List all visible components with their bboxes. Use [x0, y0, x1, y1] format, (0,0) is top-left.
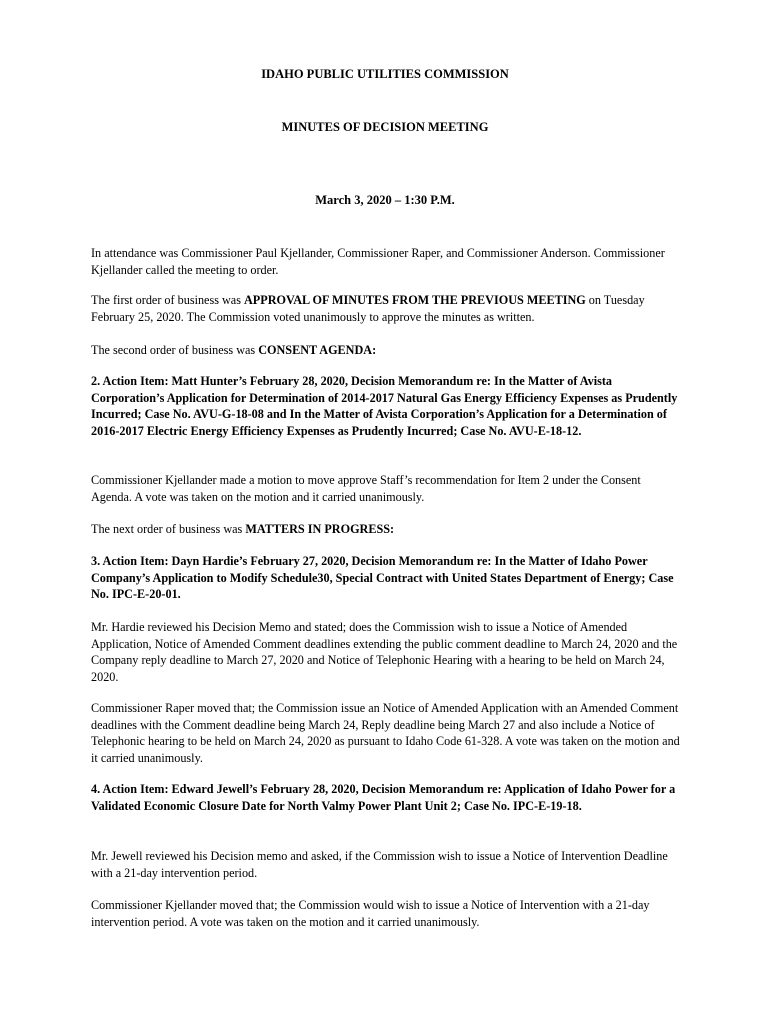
second-order-topic: CONSENT AGENDA:: [258, 343, 377, 357]
item-3-review: Mr. Hardie reviewed his Decision Memo and stated; does the Commission wish to issue a Notice of Amended Application, Notice of Amended Comment deadlines extending the public comment deadline to March 24, 2020 and the Company reply deadline to March 27, 2020 and Notice of Telephonic Hearing with a hearing to be held on March 24, 2020.: [91, 620, 678, 684]
first-order-topic: APPROVAL OF MINUTES FROM THE PREVIOUS MEETING: [244, 293, 586, 307]
meeting-date: March 3, 2020 – 1:30 P.M.: [315, 193, 455, 207]
first-order-paragraph: [91, 292, 681, 325]
attendance-paragraph: In attendance was Commissioner Paul Kjellander, Commissioner Raper, and Commissioner Anderson. Commissioner Kjellander called the meeting to order.: [91, 246, 665, 277]
next-order-topic: MATTERS IN PROGRESS:: [245, 522, 395, 536]
item-4-title: 4. Action Item: Edward Jewell’s February 28, 2020, Decision Memorandum re: Application of Idaho Power for a Validated Economic Closure Date for North Valmy Power Plant Unit 2; Case No. IPC-E-19-18.: [91, 782, 676, 813]
item-2-motion: Commissioner Kjellander made a motion to move approve Staff’s recommendation for Item 2 under the Consent Agenda. A vote was taken on the motion and it carried unanimously.: [91, 473, 641, 504]
item-4-motion: Commissioner Kjellander moved that; the Commission would wish to issue a Notice of Intervention with a 21-day intervention period. A vote was taken on the motion and it carried unanimously.: [91, 898, 650, 929]
next-order-paragraph: [91, 521, 681, 538]
item-3-title: 3. Action Item: Dayn Hardie’s February 27, 2020, Decision Memorandum re: In the Matter of Idaho Power Company’s Application to Modify Schedule30, Special Contract with United States Department of Energy; Case No. IPC-E-20-01.: [91, 554, 674, 601]
document-title: MINUTES OF DECISION MEETING: [281, 120, 489, 134]
first-order-suffix: on Tuesday February 25, 2020. The Commission voted unanimously to approve the minutes as written.: [91, 293, 645, 324]
item-3-motion: Commissioner Raper moved that; the Commission issue an Notice of Amended Application with an Amended Comment deadlines with the Comment deadline being March 24, Reply deadline being March 27 and also include a Notice of Telephonic hearing to be held on March 24, 2020 as pursuant to Idaho Code 61-328. A vote was taken on the motion and it carried unanimously.: [91, 701, 680, 765]
first-order-prefix: The first order of business was: [91, 293, 244, 307]
second-order-paragraph: [91, 342, 681, 359]
organization-heading: IDAHO PUBLIC UTILITIES COMMISSION: [261, 67, 509, 81]
item-4-review: Mr. Jewell reviewed his Decision memo and asked, if the Commission wish to issue a Notice of Intervention Deadline with a 21-day intervention period.: [91, 849, 668, 880]
item-2-title: 2. Action Item: Matt Hunter’s February 28, 2020, Decision Memorandum re: In the Matter of Avista Corporation’s Application for Determination of 2014-2017 Natural Gas Energy Efficiency Expenses as Prudently Incurred; Case No. AVU-G-18-08 and In the Matter of Avista Corporation’s Application for a Determination of 2016-2017 Electric Energy Efficiency Expenses as Prudently Incurred; Case No. AVU-E-18-12.: [91, 374, 678, 438]
next-order-prefix: The next order of business was: [91, 522, 246, 536]
second-order-prefix: The second order of business was: [91, 343, 259, 357]
